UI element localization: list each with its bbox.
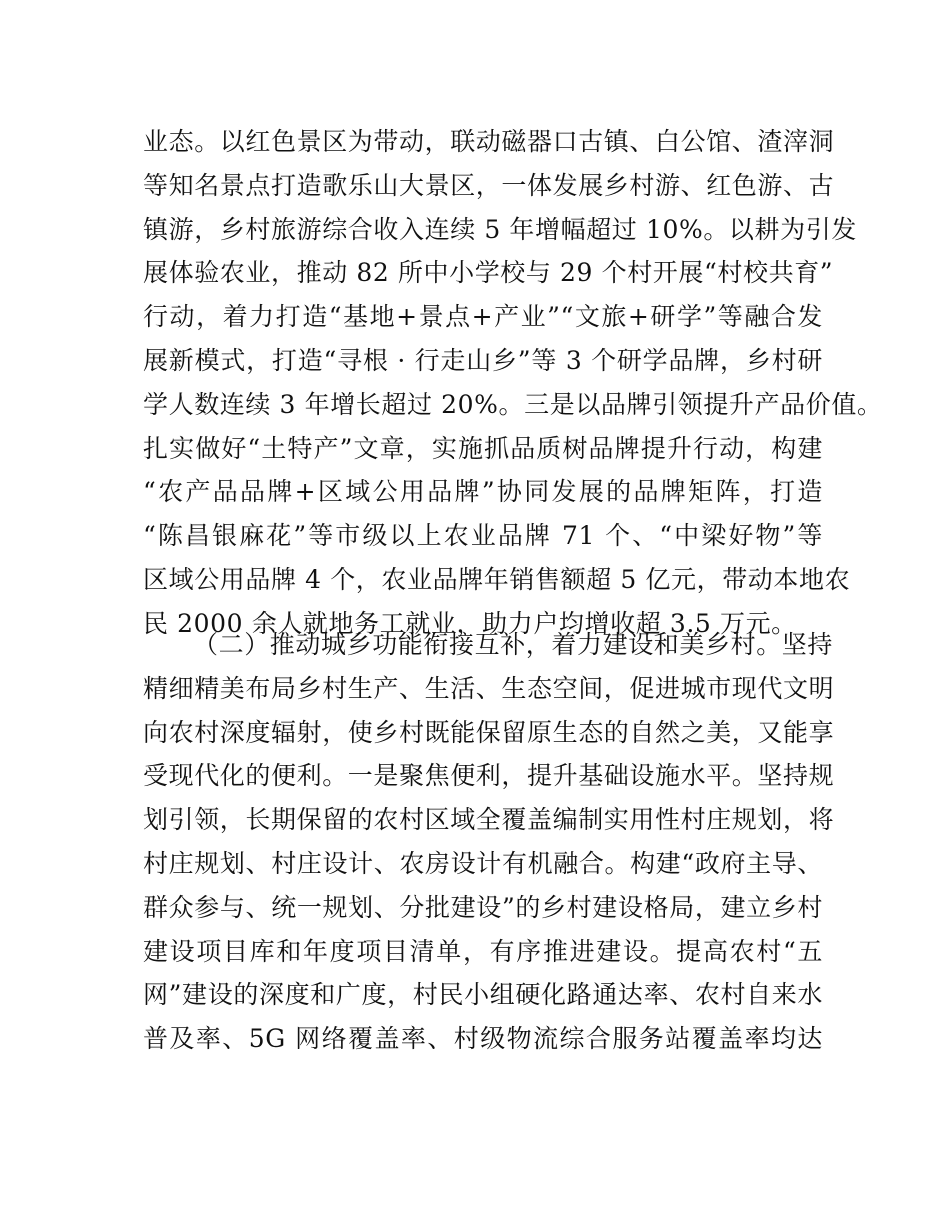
text-line: 精细精美布局乡村生产、生活、生态空间，促进城市现代文明 [143,673,835,703]
text-line: 区域公用品牌 4 个，农业品牌年销售额超 5 亿元，带动本地农 [143,564,851,594]
paragraph-rural-tourism-brands [143,120,883,646]
text-line: 普及率、5G 网络覆盖率、村级物流综合服务站覆盖率均达 [143,1024,823,1054]
text-line: 镇游，乡村旅游综合收入连续 5 年增幅超过 10%。以耕为引发 [143,214,857,244]
text-line: 展新模式，打造“寻根 · 行走山乡”等 3 个研学品牌，乡村研 [143,345,823,375]
text-line: 展体验农业，推动 82 所中小学校与 29 个村开展“村校共育” [143,258,834,288]
text-line: “农产品品牌+区域公用品牌”协同发展的品牌矩阵，打造 [143,477,823,507]
text-line: 业态。以红色景区为带动，联动磁器口古镇、白公馆、渣滓洞 [143,127,835,156]
text-line: 行动，着力打造“基地+景点+产业”“文旅+研学”等融合发 [143,302,823,332]
section-heading-line: （二）推动城乡功能衔接互补，着力建设和美乡村。坚持 [193,630,834,659]
text-line: 建设项目库和年度项目清单，有序推进建设。提高农村“五 [143,936,823,966]
text-line: 等知名景点打造歌乐山大景区，一体发展乡村游、红色游、古 [143,170,835,200]
text-line: 受现代化的便利。一是聚焦便利，提升基础设施水平。坚持规 [143,761,835,791]
paragraph-urban-rural-integration [143,623,835,1061]
text-line: 村庄规划、村庄设计、农房设计有机融合。构建“政府主导、 [143,848,823,878]
text-line: 网”建设的深度和广度，村民小组硬化路通达率、农村自来水 [143,980,823,1010]
text-line: “陈昌银麻花”等市级以上农业品牌 71 个、“中梁好物”等 [143,521,823,551]
text-line: 群众参与、统一规划、分批建设”的乡村建设格局，建立乡村 [143,892,823,922]
text-line: 民 2000 余人就地务工就业，助力户均增收超 3.5 万元。 [143,608,797,638]
text-line: 扎实做好“土特产”文章，实施抓品质树品牌提升行动，构建 [143,433,823,463]
text-line: 学人数连续 3 年增长超过 20%。三是以品牌引领提升产品价值。 [143,389,883,419]
text-line: 划引领，长期保留的农村区域全覆盖编制实用性村庄规划，将 [143,805,835,835]
text-line: 向农村深度辐射，使乡村既能保留原生态的自然之美，又能享 [143,717,835,747]
